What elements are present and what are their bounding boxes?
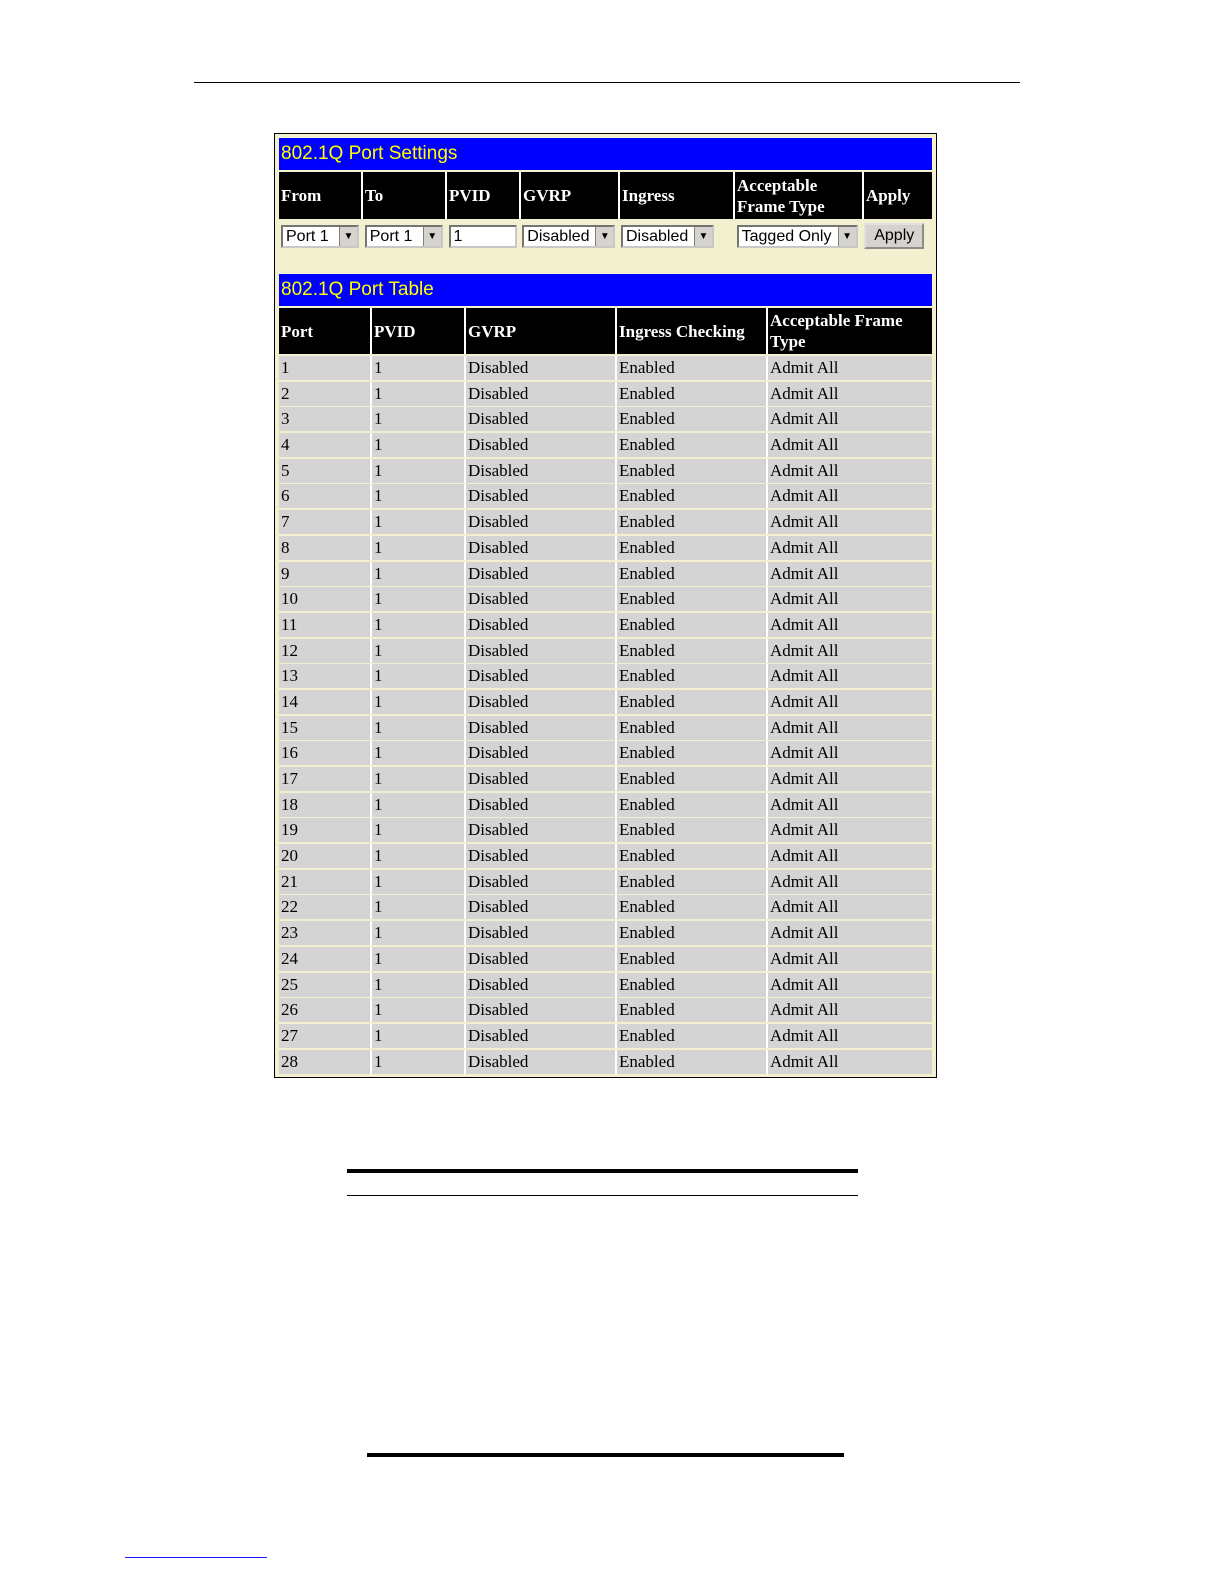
cell-pvid: 1 [372,1024,464,1048]
cell-acceptable-frame-type: Admit All [768,382,932,406]
header-from: From [279,172,361,219]
footer-rule-thick [347,1169,858,1173]
table-row [279,870,932,894]
cell-gvrp: Disabled [466,484,615,508]
header-to: To [363,172,445,219]
cell-ingress-checking: Enabled [617,947,766,971]
table-row [279,716,932,740]
cell-gvrp: Disabled [466,639,615,663]
cell-pvid: 1 [372,895,464,919]
table-row [279,536,932,560]
cell-pvid: 1 [372,484,464,508]
header-acceptable-frame-type: Acceptable Frame Type [768,308,932,354]
cell-ingress-checking: Enabled [617,818,766,842]
cell-port: 11 [279,613,370,637]
cell-acceptable-frame-type: Admit All [768,459,932,483]
cell-port: 26 [279,998,370,1022]
footer-rule-thin [347,1195,858,1196]
cell-gvrp: Disabled [466,741,615,765]
cell-ingress-checking: Enabled [617,510,766,534]
cell-gvrp: Disabled [466,536,615,560]
cell-gvrp: Disabled [466,947,615,971]
cell-acceptable-frame-type: Admit All [768,407,932,431]
header-ingress: Ingress [620,172,733,219]
table-row [279,562,932,586]
table-row [279,613,932,637]
cell-acceptable-frame-type: Admit All [768,1024,932,1048]
cell-pvid: 1 [372,459,464,483]
cell-gvrp: Disabled [466,767,615,791]
cell-pvid: 1 [372,947,464,971]
bottom-rule [367,1453,844,1457]
cell-gvrp: Disabled [466,793,615,817]
link-underline [125,1557,267,1558]
cell-gvrp: Disabled [466,382,615,406]
chevron-down-icon[interactable]: ▼ [694,227,712,246]
cell-ingress-checking: Enabled [617,767,766,791]
cell-ingress-checking: Enabled [617,1050,766,1074]
cell-pvid: 1 [372,844,464,868]
cell-gvrp: Disabled [466,510,615,534]
cell-acceptable-frame-type: Admit All [768,844,932,868]
cell-acceptable-frame-type: Admit All [768,767,932,791]
cell-ingress-checking: Enabled [617,536,766,560]
cell-gvrp: Disabled [466,818,615,842]
cell-ingress-checking: Enabled [617,690,766,714]
cell-gvrp: Disabled [466,870,615,894]
frame-type-select[interactable] [737,225,858,248]
table-row [279,818,932,842]
cell-gvrp: Disabled [466,690,615,714]
cell-port: 12 [279,639,370,663]
to-port-value: Port 1 [369,227,413,245]
from-port-value: Port 1 [286,227,329,245]
cell-ingress-checking: Enabled [617,356,766,380]
cell-pvid: 1 [372,382,464,406]
cell-gvrp: Disabled [466,407,615,431]
cell-ingress-checking: Enabled [617,433,766,457]
cell-gvrp: Disabled [466,1050,615,1074]
cell-port: 5 [279,459,370,483]
cell-gvrp: Disabled [466,921,615,945]
cell-acceptable-frame-type: Admit All [768,664,932,688]
cell-ingress-checking: Enabled [617,716,766,740]
from-cell [279,225,361,248]
cell-pvid: 1 [372,587,464,611]
port-table-body [279,356,932,1075]
table-row [279,639,932,663]
cell-gvrp: Disabled [466,1024,615,1048]
gvrp-value: Disabled [527,227,590,245]
cell-acceptable-frame-type: Admit All [768,921,932,945]
cell-acceptable-frame-type: Admit All [768,587,932,611]
cell-ingress-checking: Enabled [617,1024,766,1048]
cell-port: 7 [279,510,370,534]
table-row [279,767,932,791]
cell-acceptable-frame-type: Admit All [768,484,932,508]
table-row [279,1024,932,1048]
cell-acceptable-frame-type: Admit All [768,973,932,997]
port-settings-title: 802.1Q Port Settings [279,138,932,170]
cell-acceptable-frame-type: Admit All [768,741,932,765]
cell-port: 27 [279,1024,370,1048]
cell-port: 15 [279,716,370,740]
cell-ingress-checking: Enabled [617,587,766,611]
cell-gvrp: Disabled [466,973,615,997]
ingress-select[interactable] [621,225,714,248]
gvrp-cell [520,225,617,248]
chevron-down-icon[interactable]: ▼ [595,227,613,246]
cell-acceptable-frame-type: Admit All [768,613,932,637]
table-row [279,741,932,765]
cell-gvrp: Disabled [466,895,615,919]
cell-pvid: 1 [372,613,464,637]
table-row [279,973,932,997]
apply-button[interactable]: Apply [864,223,924,249]
cell-ingress-checking: Enabled [617,921,766,945]
cell-port: 23 [279,921,370,945]
cell-port: 9 [279,562,370,586]
cell-ingress-checking: Enabled [617,562,766,586]
cell-port: 13 [279,664,370,688]
cell-gvrp: Disabled [466,998,615,1022]
cell-acceptable-frame-type: Admit All [768,716,932,740]
gvrp-select[interactable] [522,225,615,248]
cell-ingress-checking: Enabled [617,484,766,508]
table-row [279,587,932,611]
table-row [279,947,932,971]
cell-acceptable-frame-type: Admit All [768,433,932,457]
from-port-select[interactable] [281,225,359,248]
cell-pvid: 1 [372,433,464,457]
cell-gvrp: Disabled [466,844,615,868]
frame-type-cell [734,225,861,248]
header-apply: Apply [864,172,932,219]
header-pvid: PVID [447,172,519,219]
cell-ingress-checking: Enabled [617,998,766,1022]
to-cell [363,225,445,248]
table-row [279,407,932,431]
cell-pvid: 1 [372,639,464,663]
cell-pvid: 1 [372,407,464,431]
cell-port: 20 [279,844,370,868]
table-row [279,382,932,406]
cell-pvid: 1 [372,356,464,380]
pvid-cell [447,225,519,248]
cell-acceptable-frame-type: Admit All [768,870,932,894]
to-port-select[interactable] [365,225,443,248]
cell-acceptable-frame-type: Admit All [768,1050,932,1074]
header-acceptable-frame-type: Acceptable Frame Type [735,172,862,219]
table-row [279,921,932,945]
cell-acceptable-frame-type: Admit All [768,510,932,534]
cell-pvid: 1 [372,818,464,842]
page-header-rule [194,82,1020,83]
cell-pvid: 1 [372,793,464,817]
cell-acceptable-frame-type: Admit All [768,536,932,560]
chevron-down-icon[interactable]: ▼ [339,227,357,246]
cell-ingress-checking: Enabled [617,741,766,765]
cell-gvrp: Disabled [466,459,615,483]
cell-ingress-checking: Enabled [617,639,766,663]
cell-port: 10 [279,587,370,611]
header-pvid: PVID [372,308,464,354]
table-row [279,895,932,919]
cell-acceptable-frame-type: Admit All [768,690,932,714]
cell-port: 14 [279,690,370,714]
table-row [279,998,932,1022]
cell-ingress-checking: Enabled [617,613,766,637]
cell-gvrp: Disabled [466,664,615,688]
cell-acceptable-frame-type: Admit All [768,356,932,380]
cell-ingress-checking: Enabled [617,844,766,868]
header-port: Port [279,308,370,354]
cell-gvrp: Disabled [466,587,615,611]
chevron-down-icon[interactable]: ▼ [423,227,441,246]
port-settings-header-row [279,172,932,219]
cell-pvid: 1 [372,998,464,1022]
cell-port: 17 [279,767,370,791]
chevron-down-icon[interactable]: ▼ [838,227,856,246]
cell-port: 4 [279,433,370,457]
cell-port: 28 [279,1050,370,1074]
cell-gvrp: Disabled [466,433,615,457]
cell-gvrp: Disabled [466,613,615,637]
ingress-value: Disabled [625,227,689,245]
ingress-cell [619,225,732,248]
cell-pvid: 1 [372,716,464,740]
apply-cell [862,223,930,249]
cell-pvid: 1 [372,562,464,586]
table-row [279,664,932,688]
cell-pvid: 1 [372,536,464,560]
cell-ingress-checking: Enabled [617,459,766,483]
cell-acceptable-frame-type: Admit All [768,998,932,1022]
cell-ingress-checking: Enabled [617,664,766,688]
cell-acceptable-frame-type: Admit All [768,562,932,586]
cell-port: 2 [279,382,370,406]
cell-pvid: 1 [372,510,464,534]
cell-acceptable-frame-type: Admit All [768,639,932,663]
cell-pvid: 1 [372,690,464,714]
cell-ingress-checking: Enabled [617,895,766,919]
cell-port: 21 [279,870,370,894]
cell-pvid: 1 [372,767,464,791]
cell-acceptable-frame-type: Admit All [768,947,932,971]
cell-ingress-checking: Enabled [617,793,766,817]
table-row [279,484,932,508]
cell-port: 18 [279,793,370,817]
cell-port: 22 [279,895,370,919]
header-gvrp: GVRP [466,308,615,354]
header-gvrp: GVRP [521,172,618,219]
cell-port: 8 [279,536,370,560]
table-row [279,844,932,868]
cell-gvrp: Disabled [466,716,615,740]
cell-gvrp: Disabled [466,562,615,586]
cell-pvid: 1 [372,664,464,688]
frame-type-value: Tagged Only [741,227,832,245]
port-settings-controls [279,222,932,250]
cell-pvid: 1 [372,870,464,894]
table-row [279,433,932,457]
port-table-header-row [279,308,932,354]
cell-port: 16 [279,741,370,765]
cell-port: 24 [279,947,370,971]
cell-acceptable-frame-type: Admit All [768,818,932,842]
table-row [279,793,932,817]
cell-port: 19 [279,818,370,842]
table-row [279,459,932,483]
cell-port: 6 [279,484,370,508]
cell-ingress-checking: Enabled [617,382,766,406]
cell-ingress-checking: Enabled [617,407,766,431]
header-ingress-checking: Ingress Checking [617,308,766,354]
cell-acceptable-frame-type: Admit All [768,793,932,817]
table-row [279,1050,932,1074]
cell-port: 3 [279,407,370,431]
port-table-title: 802.1Q Port Table [279,274,932,306]
cell-ingress-checking: Enabled [617,870,766,894]
cell-pvid: 1 [372,921,464,945]
pvid-input[interactable]: 1 [449,225,517,248]
cell-port: 25 [279,973,370,997]
cell-port: 1 [279,356,370,380]
cell-ingress-checking: Enabled [617,973,766,997]
table-row [279,510,932,534]
table-row [279,356,932,380]
vlan-port-panel [274,133,937,1078]
cell-pvid: 1 [372,741,464,765]
cell-gvrp: Disabled [466,356,615,380]
table-row [279,690,932,714]
cell-acceptable-frame-type: Admit All [768,895,932,919]
cell-pvid: 1 [372,973,464,997]
cell-pvid: 1 [372,1050,464,1074]
